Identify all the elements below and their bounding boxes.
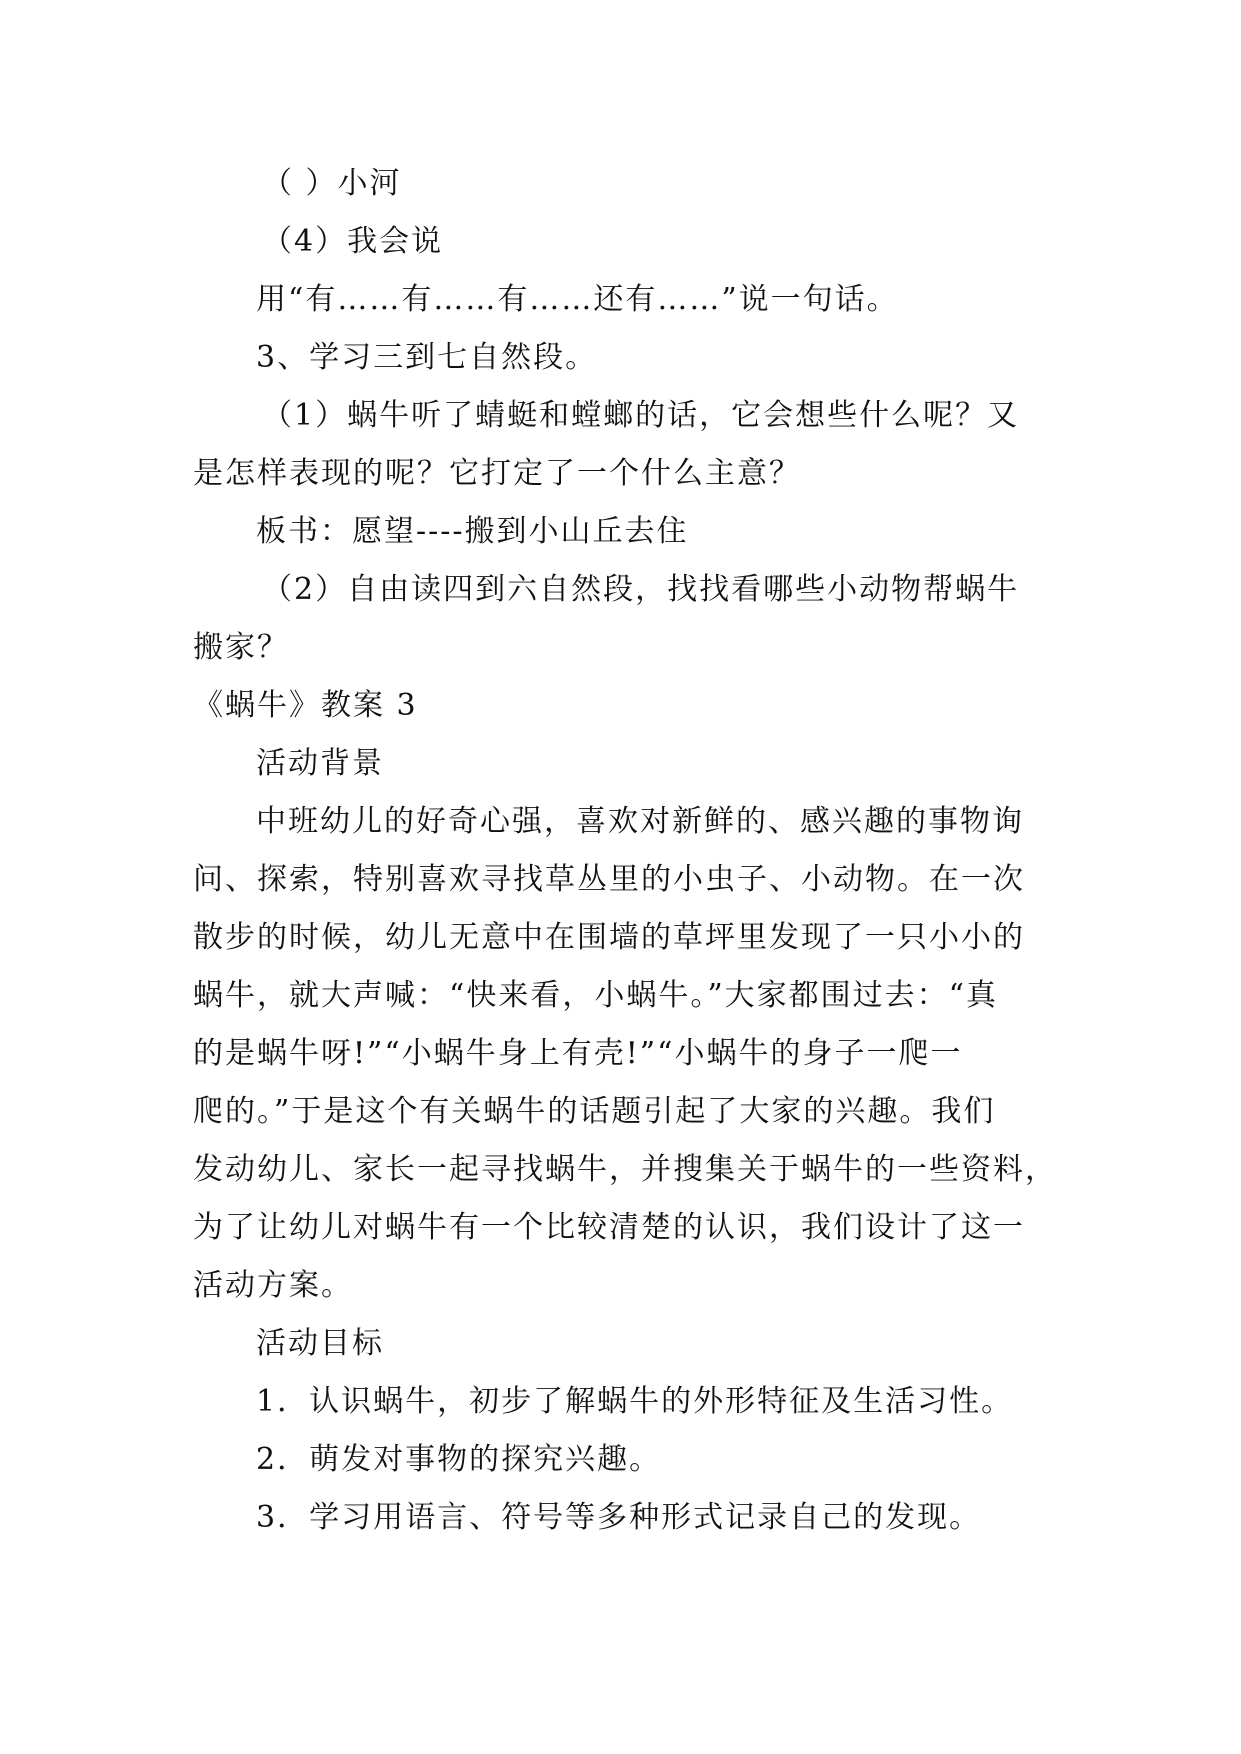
text-line-sentence-exercise: 用“有……有……有……还有……”说一句话。 — [256, 282, 899, 317]
paragraph-line: 中班幼儿的好奇心强，喜欢对新鲜的、感兴趣的事物询 — [256, 804, 1024, 839]
goal-item-1: 1．认识蜗牛，初步了解蜗牛的外形特征及生活习性。 — [256, 1384, 1014, 1419]
subheading-background: 活动背景 — [256, 746, 384, 781]
section-heading: 《蜗牛》教案 3 — [193, 688, 418, 723]
text-line-question-1a: （1）蜗牛听了蜻蜓和螳螂的话，它会想些什么呢？又 — [262, 398, 1020, 433]
goal-item-2: 2．萌发对事物的探究兴趣。 — [256, 1442, 662, 1477]
paragraph-line: 发动幼儿、家长一起寻找蜗牛，并搜集关于蜗牛的一些资料， — [193, 1152, 1057, 1187]
text-line-study-paragraphs: 3、学习三到七自然段。 — [256, 340, 598, 375]
paragraph-line: 蜗牛，就大声喊：“快来看，小蜗牛。”大家都围过去：“真 — [193, 978, 999, 1013]
text-line-i-can-say: （4）我会说 — [262, 224, 444, 259]
subheading-goals: 活动目标 — [256, 1326, 384, 1361]
text-line-question-2b: 搬家？ — [193, 630, 289, 665]
paragraph-line: 散步的时候，幼儿无意中在围墙的草坪里发现了一只小小的 — [193, 920, 1025, 955]
text-line-question-2a: （2）自由读四到六自然段，找找看哪些小动物帮蜗牛 — [262, 572, 1020, 607]
goal-item-3: 3．学习用语言、符号等多种形式记录自己的发现。 — [256, 1500, 982, 1535]
paragraph-line: 问、探索，特别喜欢寻找草丛里的小虫子、小动物。在一次 — [193, 862, 1025, 897]
paragraph-line: 的是蜗牛呀!”“小蜗牛身上有壳!”“小蜗牛的身子一爬一 — [193, 1036, 963, 1071]
paragraph-line: 活动方案。 — [193, 1268, 353, 1303]
paragraph-line: 爬的。”于是这个有关蜗牛的话题引起了大家的兴趣。我们 — [193, 1094, 996, 1129]
text-line-board-writing: 板书：愿望----搬到小山丘去住 — [256, 514, 689, 549]
text-line-blank-river: （ ）小河 — [262, 166, 402, 201]
text-line-question-1b: 是怎样表现的呢？它打定了一个什么主意？ — [193, 456, 801, 491]
paragraph-line: 为了让幼儿对蜗牛有一个比较清楚的认识，我们设计了这一 — [193, 1210, 1025, 1245]
